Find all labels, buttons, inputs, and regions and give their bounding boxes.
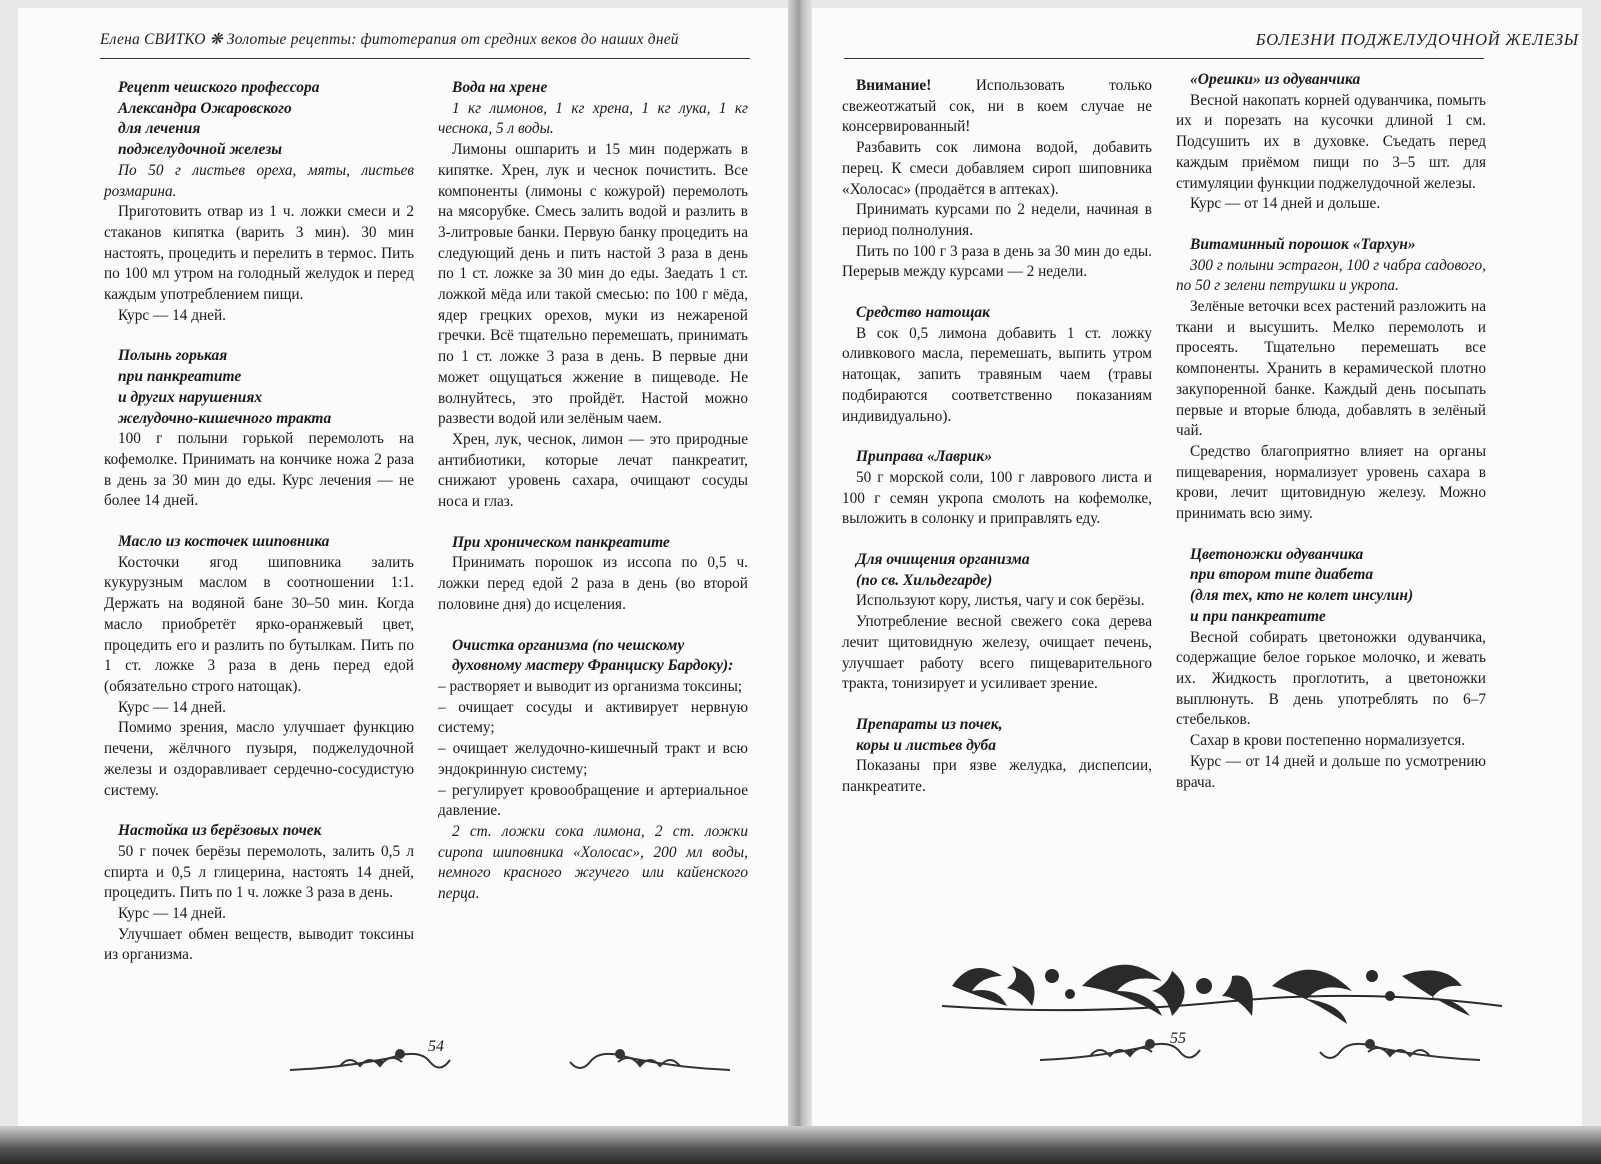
paragraph-gap: [104, 801, 414, 821]
text-column-1: [104, 78, 414, 966]
body-paragraph: Показаны при язве желудка, диспепсии, панкреатите.: [842, 757, 1152, 796]
decorative-floral-band: [942, 946, 1502, 1026]
paragraph-gap: [104, 326, 414, 346]
paragraph-gap: [842, 427, 1152, 447]
recipe-heading: При хроническом панкреатите: [452, 533, 670, 551]
body-paragraph: Курс — 14 дней.: [118, 698, 226, 716]
recipe-heading: Александра Ожаровского: [118, 99, 292, 117]
body-paragraph: Принимать курсами по 2 недели, начиная в период полнолуния.: [842, 201, 1152, 239]
body-paragraph: Курс — от 14 дней и дольше.: [1190, 195, 1381, 213]
page-number-left: 54: [428, 1038, 444, 1055]
text-column-2: [438, 78, 748, 905]
ingredients-paragraph: 300 г полыни эстрагон, 100 г чабра садового, по 50 г зелени петрушки и укропа.: [1176, 256, 1486, 295]
recipe-heading: Для очищения организма: [856, 551, 1030, 569]
body-paragraph: Зелёные веточки всех растений разложить на ткани и высушить. Мелко перемолоть и просеять. Тщательно перемешать все компоненты. Хранить в керамической плотно закупоренной банке. Каждый день посыпать первые и вторые блюда, добавлять в зелёный чай.: [1176, 298, 1486, 440]
paragraph-gap: [438, 616, 748, 636]
body-paragraph: Весной собирать цветоножки одуванчика, содержащие белое горькое молочко, и жевать их. Жидкость проглотить, а цветоножки выплюнуть. В день употреблять по 6–7 стебельков.: [1176, 628, 1486, 729]
recipe-heading: желудочно-кишечного тракта: [118, 409, 332, 427]
recipe-heading: поджелудочной железы: [118, 141, 282, 159]
header-rule-left: [100, 58, 750, 59]
paragraph-gap: [842, 283, 1152, 303]
bullet-item: – регулирует кровообращение и артериальное давление.: [438, 781, 748, 820]
paragraph-gap: [438, 513, 748, 533]
body-paragraph: 50 г морской соли, 100 г лаврового листа и 100 г семян укропа смолоть на кофемолке, выложить в солонку и приправлять еду.: [842, 468, 1152, 528]
ingredients-paragraph: 2 ст. ложки сока лимона, 2 ст. ложки сиропа шиповника «Холосас», 200 мл воды, немного красного жгучего или кайенского перца.: [438, 822, 748, 903]
body-paragraph: Курс — 14 дней.: [118, 306, 226, 324]
body-paragraph: Принимать порошок из иссопа по 0,5 ч. ложки перед едой 2 раза в день (во второй половине дня) до исцеления.: [438, 554, 748, 613]
page-number-right: 55: [1170, 1030, 1186, 1047]
running-header-right: БОЛЕЗНИ ПОДЖЕЛУДОЧНОЙ ЖЕЛЕЗЫ: [1255, 30, 1579, 49]
bullet-item: – очищает желудочно-кишечный тракт и всю эндокринную систему;: [438, 740, 748, 778]
paragraph-gap: [1176, 215, 1486, 235]
recipe-heading: (для тех, кто не колет инсулин): [1190, 587, 1414, 605]
recipe-heading: Масло из косточек шиповника: [118, 533, 330, 551]
recipe-heading: Препараты из почек,: [856, 715, 1003, 733]
body-paragraph: Весной накопать корней одуванчика, помыть их и порезать на кусочки длиной 1 см. Подсушить их в духовке. Съедать перед каждым приёмом пищи по 3–5 шт. для стимуляции функции поджелудочной железы.: [1176, 91, 1486, 192]
recipe-heading: Рецепт чешского профессора: [118, 79, 320, 96]
recipe-heading: Вода на хрене: [452, 79, 548, 96]
recipe-heading: Настойка из берёзовых почек: [118, 822, 322, 840]
warning-label: Внимание!: [856, 77, 932, 94]
body-paragraph: Лимоны ошпарить и 15 мин подержать в кипятке. Хрен, лук и чеснок почистить. Все компоненты (лимоны с кожурой) перемолоть на мясорубке. Смесь залить водой и разлить в 3-литровые банки. Первую банку процедить на следующий день и пить настой 3 раза в день по 1 ст. ложке за 30 мин до еды. Заедать 1 ст. ложкой мёда или такой смесью: по 100 г мёда, ядер грецких орехов, муки из нежареной гречки. Всё тщательно перемешать, принимать по 1 ст. ложке 3 раза в день. В первые дни может ощущаться жжение в пищеводе. Не волнуйтесь, это пройдёт. Настой можно развести водой или зелёным чаем.: [438, 141, 748, 428]
body-paragraph: Используют кору, листья, чагу и сок берёзы.: [856, 592, 1145, 610]
body-paragraph: Разбавить сок лимона водой, добавить перец. К смеси добавляем сироп шиповника «Холосас» (продаётся в аптеках).: [842, 139, 1152, 198]
bullet-item: – очищает сосуды и активирует нервную систему;: [438, 698, 748, 737]
body-paragraph: Улучшает обмен веществ, выводит токсины из организма.: [104, 925, 414, 964]
running-header-left: Елена СВИТКО ❋ Золотые рецепты: фитотерапия от средних веков до наших дней: [100, 31, 679, 48]
warning-text: Использовать только свежеотжатый сок, ни в коем случае не консервированный!: [842, 77, 1152, 136]
body-paragraph: Употребление весной свежего сока дерева лечит щитовидную железу, очищает печень, улучшает работу всего пищеварительного тракта, тонизирует и усиливает зрение.: [842, 613, 1152, 693]
paragraph-gap: [842, 695, 1152, 715]
body-paragraph: В сок 0,5 лимона добавить 1 ст. ложку оливкового масла, перемешать, выпить утром натощак, запить травяным чаем (травы подбираются соответственно показаниям индивидуально).: [842, 324, 1152, 425]
body-paragraph: 100 г полыни горькой перемолоть на кофемолке. Принимать на кончике ножа 2 раза в день за 30 мин до еды. Курс лечения — не более 14 дней.: [104, 430, 414, 510]
recipe-heading: «Орешки» из одуванчика: [1190, 71, 1361, 88]
bottom-edge-shadow: [0, 1126, 1601, 1164]
warning-paragraph: [842, 76, 1152, 138]
footer-ornament-left: [280, 1040, 740, 1080]
body-paragraph: Приготовить отвар из 1 ч. ложки смеси и 2 стаканов кипятка (варить 3 мин). 30 мин настоять, процедить и перелить в термос. Пить по 100 мл утром на голодный желудок и перед каждым употреблением пищи.: [104, 203, 414, 304]
body-paragraph: Пить по 100 г 3 раза в день за 30 мин до еды. Перерыв между курсами — 2 недели.: [842, 242, 1152, 281]
recipe-heading: Цветоножки одуванчика: [1190, 545, 1364, 563]
recipe-heading: коры и листьев дуба: [856, 736, 997, 754]
body-paragraph: Хрен, лук, чеснок, лимон — это природные антибиотики, которые лечат панкреатит, снижают уровень сахара, очищают сосуды носа и глаз.: [438, 430, 748, 511]
ingredients-paragraph: По 50 г листьев ореха, мяты, листьев розмарина.: [104, 161, 414, 200]
recipe-heading: Очистка организма (по чешскому духовному мастеру Франциску Бардоку):: [452, 636, 734, 675]
body-paragraph: Курс — 14 дней.: [118, 905, 226, 923]
recipe-heading: Приправа «Лаврик»: [856, 448, 993, 466]
ingredients-paragraph: 1 кг лимонов, 1 кг хрена, 1 кг лука, 1 кг чеснока, 5 л воды.: [438, 99, 748, 138]
body-paragraph: Курс — от 14 дней и дольше по усмотрению врача.: [1176, 752, 1486, 791]
body-paragraph: Средство благоприятно влияет на органы пищеварения, нормализует уровень сахара в крови, лечит щитовидную железу. Можно принимать всю зиму.: [1176, 442, 1486, 523]
recipe-heading: для лечения: [118, 120, 201, 138]
header-rule-right: [844, 58, 1484, 59]
recipe-heading: (по св. Хильдегарде): [856, 571, 993, 589]
body-paragraph: Помимо зрения, масло улучшает функцию печени, жёлчного пузыря, поджелудочной железы и оздоравливает сердечно-сосудистую систему.: [104, 719, 414, 799]
recipe-heading: и при панкреатите: [1190, 607, 1326, 625]
text-column-3: [842, 76, 1152, 798]
paragraph-gap: [842, 530, 1152, 550]
body-paragraph: Сахар в крови постепенно нормализуется.: [1190, 732, 1466, 750]
paragraph-gap: [104, 512, 414, 532]
body-paragraph: Косточки ягод шиповника залить кукурузным маслом в соотношении 1:1. Держать на водяной бане 30–50 мин. Когда масло приобретёт ярко-оранжевый цвет, процедить его и разлить по бутылкам. Пить по 1 ст. ложке 3 раза в день перед едой (обязательно строго натощак).: [104, 553, 414, 695]
recipe-heading: Витаминный порошок «Тархун»: [1190, 235, 1416, 253]
recipe-heading: при втором типе диабета: [1190, 566, 1374, 584]
recipe-heading: Полынь горькая: [118, 347, 228, 365]
body-paragraph: 50 г почек берёзы перемолоть, залить 0,5 л спирта и 0,5 л глицерина, настоять 14 дней, процедить. Пить по 1 ч. ложке 3 раза в день.: [104, 842, 414, 902]
recipe-heading: Средство натощак: [856, 304, 991, 322]
recipe-heading: и других нарушениях: [118, 388, 263, 406]
paragraph-gap: [1176, 525, 1486, 545]
recipe-heading: при панкреатите: [118, 368, 242, 386]
book-gutter: [788, 0, 812, 1164]
text-column-4: [1176, 70, 1486, 793]
bullet-item: – растворяет и выводит из организма токсины;: [438, 677, 743, 695]
footer-ornament-right: [1030, 1030, 1490, 1070]
